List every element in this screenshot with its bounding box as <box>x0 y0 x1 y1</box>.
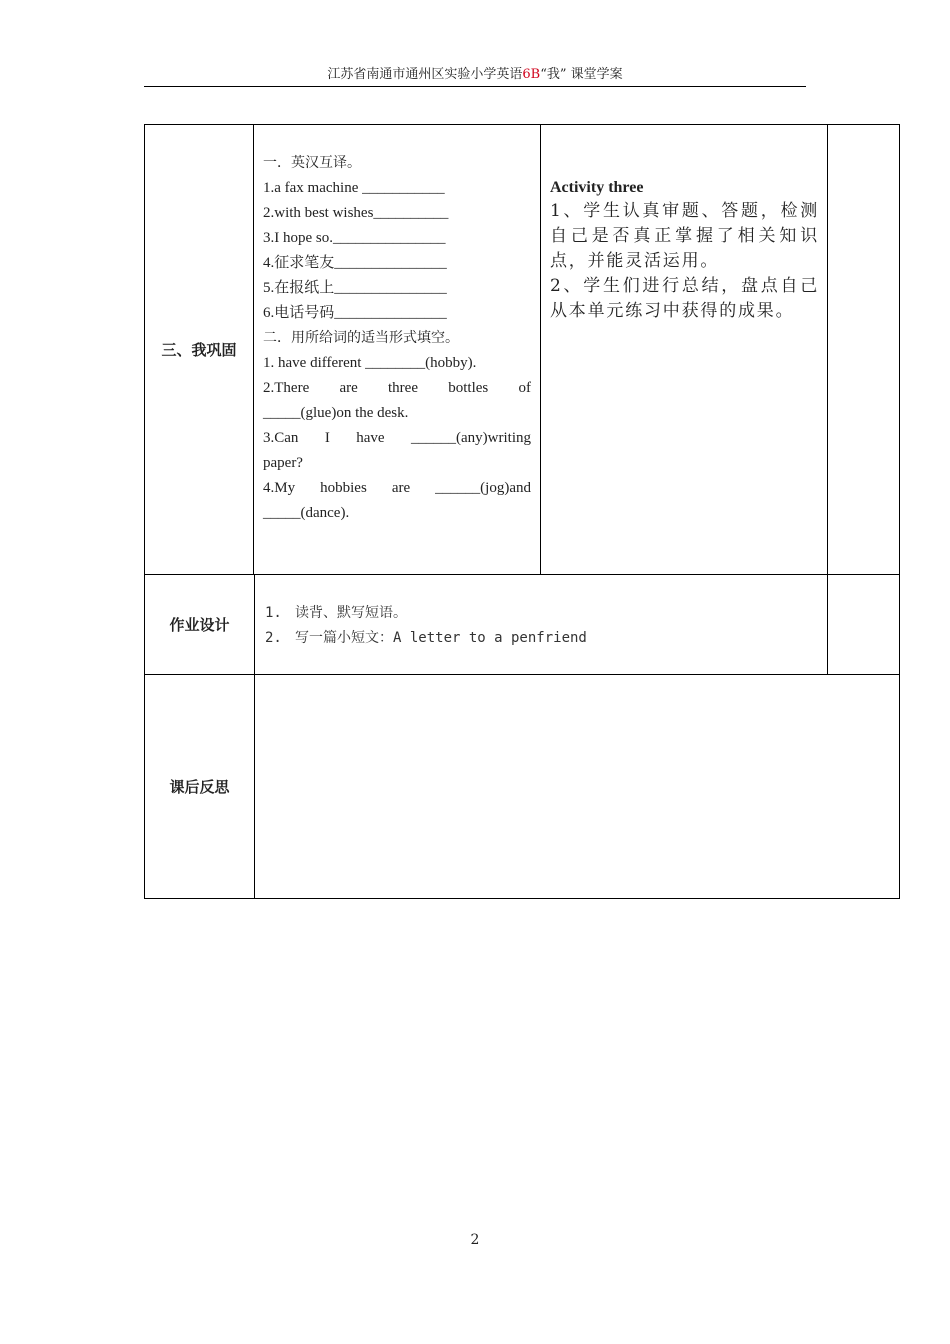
fill-item-2-cont: _____(glue)on the desk. <box>263 405 409 421</box>
homework-item-text: 读背、默写短语。 <box>295 605 407 621</box>
activity-title: Activity three <box>550 179 644 196</box>
header-rule <box>144 86 806 87</box>
reflection-label-cell <box>144 674 255 899</box>
word: 3.Can <box>263 430 299 446</box>
notes-cell-1 <box>827 124 900 575</box>
translation-item: 1.a fax machine ___________ <box>263 180 445 196</box>
homework-cell <box>254 574 828 675</box>
translation-item: 4.征求笔友_______________ <box>263 255 447 271</box>
fill-item-4 <box>263 476 531 501</box>
fill-item-4-cont: _____(dance). <box>263 505 350 521</box>
word: have <box>356 430 385 446</box>
homework-label: 作业设计 <box>169 616 230 634</box>
translation-item: 6.电话号码_______________ <box>263 305 447 321</box>
word: 4.My <box>263 480 296 496</box>
part2-heading: 二．用所给词的适当形式填空。 <box>263 330 459 346</box>
word: are <box>339 380 358 396</box>
word: three <box>388 380 418 396</box>
word: hobbies <box>320 480 367 496</box>
page-header <box>144 66 806 84</box>
word: 2.There <box>263 380 310 396</box>
homework-item-1 <box>265 601 817 626</box>
word: ______(any)writing <box>411 430 531 446</box>
reflection-label: 课后反思 <box>169 778 230 796</box>
part1-heading: 一．英汉互译。 <box>263 155 361 171</box>
reflection-content-cell[interactable] <box>254 674 900 899</box>
word: ______(jog)and <box>435 480 531 496</box>
word: of <box>518 380 531 396</box>
header-title-suffix: “我” 课堂学案 <box>540 67 623 82</box>
translation-item: 2.with best wishes__________ <box>263 205 449 221</box>
consolidate-label-cell <box>144 124 254 575</box>
translation-item: 3.I hope so._______________ <box>263 230 446 246</box>
homework-item-number: 1. <box>265 605 282 621</box>
exercise-cell <box>253 124 541 575</box>
header-title-accent: 6B <box>522 67 541 82</box>
notes-cell-2 <box>827 574 900 675</box>
fill-item-3-cont: paper? <box>263 455 303 471</box>
homework-label-cell <box>144 574 255 675</box>
fill-item-3 <box>263 426 531 451</box>
header-title-prefix: 江苏省南通市通州区实验小学英语 <box>327 67 523 82</box>
word: I <box>324 430 330 446</box>
activity-paragraph-1: 1、学生认真审题、答题，检测自己是否真正掌握了相关知识点，并能灵活运用。 <box>550 201 819 271</box>
activity-paragraph-2: 2、学生们进行总结，盘点自己从本单元练习中获得的成果。 <box>550 276 819 321</box>
consolidate-label: 三、我巩固 <box>161 341 237 359</box>
homework-item-2 <box>265 626 817 651</box>
fill-item-2 <box>263 376 531 401</box>
homework-item-text: 写一篇小短文：A letter to a penfriend <box>295 630 587 646</box>
activity-cell <box>540 124 828 575</box>
translation-item: 5.在报纸上_______________ <box>263 280 447 296</box>
fill-item-1: 1. have different ________(hobby). <box>263 355 477 371</box>
word: are <box>391 480 411 496</box>
homework-item-number: 2. <box>265 630 282 646</box>
page-number: 2 <box>470 1232 480 1248</box>
word: bottles <box>448 380 489 396</box>
